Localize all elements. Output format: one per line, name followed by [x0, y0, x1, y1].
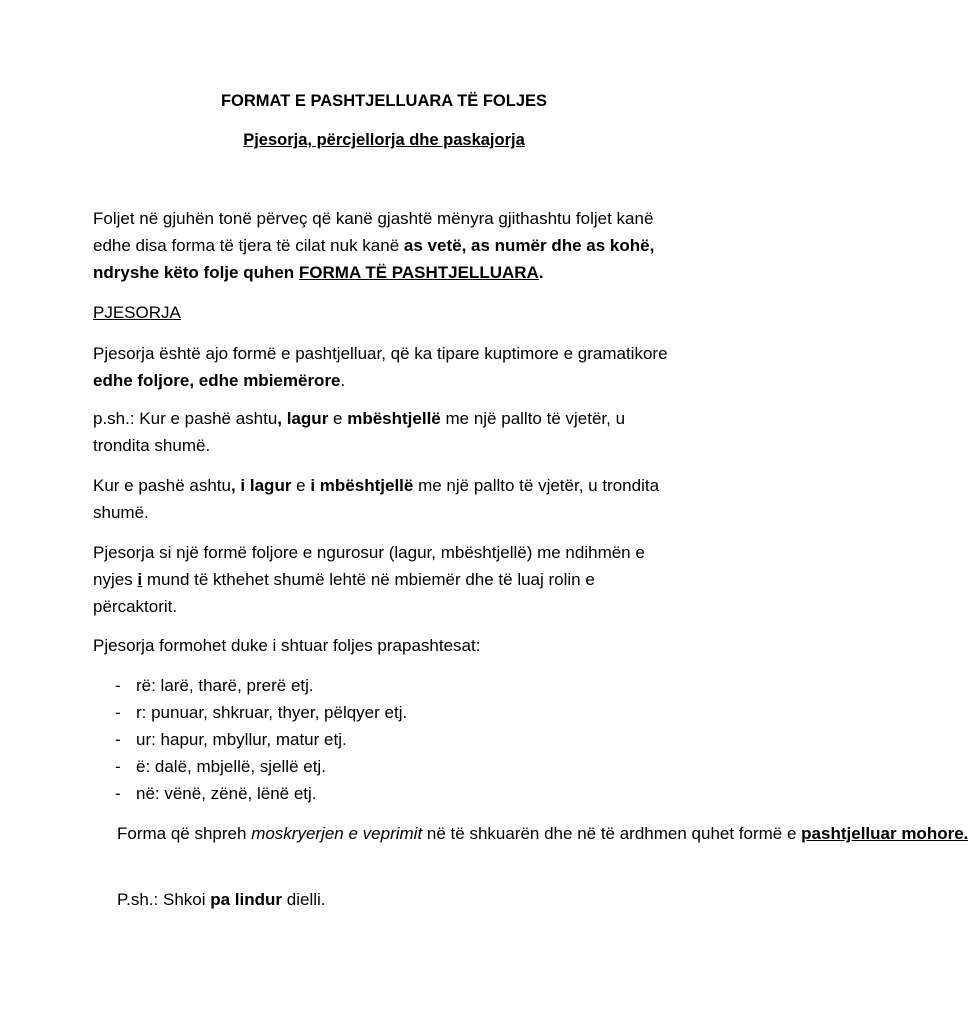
- example-paragraph-1: [93, 405, 683, 459]
- mohore-example-text-a: P.sh.: Shkoi: [117, 890, 211, 909]
- example2-text-e: me një pallto të vjetër, u trondita shumë.: [93, 476, 660, 522]
- intro-text: Foljet në gjuhën tonë përveç që kanë gjashtë mënyra gjithashtu foljet kanë edhe disa forma të tjera të cilat nuk kanë: [93, 209, 654, 255]
- list-item-text: rë: larë, tharë, prerë etj.: [136, 676, 314, 695]
- section-heading-pjesorja: PJESORJA: [93, 303, 181, 322]
- nyje-paragraph: [93, 539, 683, 620]
- example1-text-c: e: [328, 409, 348, 428]
- list-dash: -: [115, 730, 121, 749]
- nyje-text-c: mund të kthehet shumë lehtë në mbiemër dhe të luaj rolin e përcaktorit.: [93, 570, 595, 616]
- example1-bold-lagur: , lagur: [277, 409, 329, 428]
- list-item-text: në: vënë, zënë, lënë etj.: [136, 784, 317, 803]
- list-item: [93, 699, 407, 726]
- list-item: [93, 753, 407, 780]
- definition-paragraph: [93, 340, 683, 394]
- example1-text-e: me një pallto të vjetër, u trondita shumë.: [93, 409, 626, 455]
- list-item-text: r: punuar, shkruar, thyer, pëlqyer etj.: [136, 703, 408, 722]
- intro-period: .: [538, 263, 544, 282]
- mohore-example: [117, 886, 687, 913]
- example2-bold-i-lagur: , i lagur: [230, 476, 292, 495]
- list-item: [93, 726, 407, 753]
- list-dash: -: [115, 784, 121, 803]
- example2-text-a: Kur e pashë ashtu: [93, 476, 231, 495]
- example2-text-c: e: [291, 476, 311, 495]
- mohore-paragraph: [117, 820, 968, 847]
- intro-bold-underlined: FORMA TË PASHTJELLUARA: [298, 263, 539, 282]
- list-item: [93, 780, 407, 807]
- mohore-italic: moskryerjen e veprimit: [251, 824, 423, 843]
- example1-bold-mbeshtjelle: mbështjellë: [347, 409, 441, 428]
- nyje-text-a: Pjesorja si një formë foljore e ngurosur (lagur, mbështjellë) me ndihmën e nyjes: [93, 543, 645, 589]
- page-subtitle: Pjesorja, përcjellorja dhe paskajorja: [243, 131, 525, 149]
- mohore-bold-underlined: pashtjelluar mohore.: [801, 824, 968, 843]
- list-item-text: ur: hapur, mbyllur, matur etj.: [136, 730, 347, 749]
- example2-bold-i-mbeshtjelle: i mbështjellë: [310, 476, 414, 495]
- suffix-list: [93, 672, 407, 807]
- definition-bold: edhe foljore, edhe mbiemërore: [93, 371, 341, 390]
- intro-bold: as vetë, as numër dhe as kohë, ndryshe këto folje quhen: [93, 236, 655, 282]
- list-item-text: ë: dalë, mbjellë, sjellë etj.: [136, 757, 326, 776]
- example1-text-a: p.sh.: Kur e pashë ashtu: [93, 409, 278, 428]
- mohore-example-text-c: dielli.: [282, 890, 326, 909]
- list-dash: -: [115, 757, 121, 776]
- definition-text: Pjesorja është ajo formë e pashtjelluar, që ka tipare kuptimore e gramatikore: [93, 344, 668, 363]
- mohore-text-c: në të shkuarën dhe në të ardhmen quhet formë e: [422, 824, 802, 843]
- page-title: FORMAT E PASHTJELLUARA TË FOLJES: [220, 92, 548, 110]
- list-dash: -: [115, 676, 121, 695]
- mohore-text-a: Forma që shpreh: [117, 824, 252, 843]
- example-paragraph-2: [93, 472, 683, 526]
- mohore-example-bold: pa lindur: [210, 890, 283, 909]
- list-dash: -: [115, 703, 121, 722]
- definition-period: .: [340, 371, 346, 390]
- suffix-intro: Pjesorja formohet duke i shtuar foljes prapashtesat:: [93, 636, 481, 655]
- intro-paragraph: [93, 205, 683, 286]
- nyje-bold-i: i: [137, 570, 143, 589]
- list-item: [93, 672, 407, 699]
